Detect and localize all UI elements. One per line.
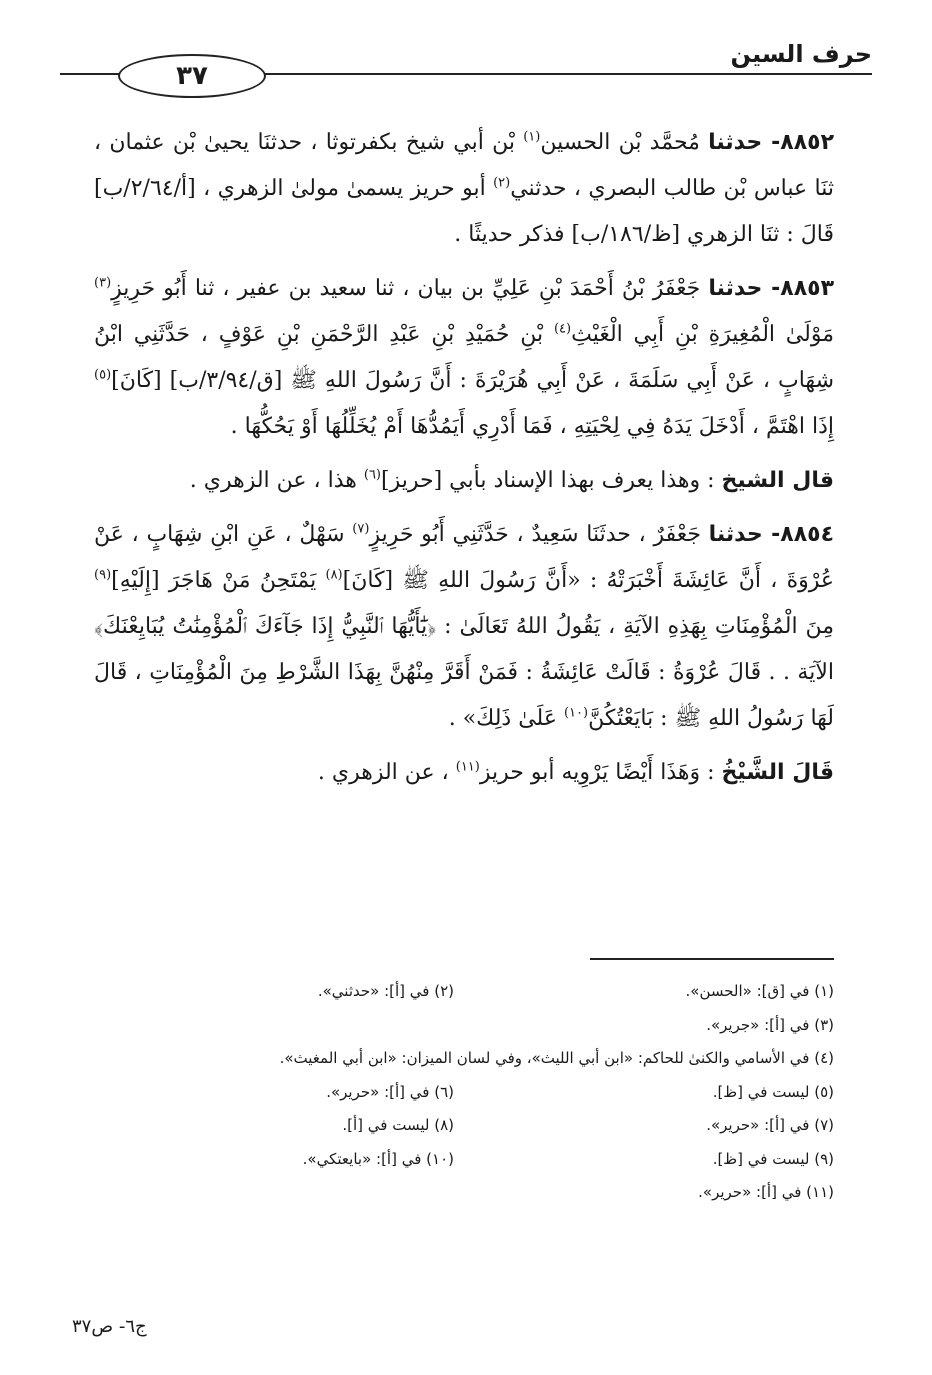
text-span: جَعْفَرٌ ، حدثَنَا سَعِيدٌ ، حَدَّثَنِي أَبُو حَرِيزٍ — [369, 522, 709, 547]
footnote-row — [74, 1176, 834, 1210]
footnote-marker: (٨) — [325, 567, 343, 583]
text-span: ، عن الزهري . — [317, 760, 456, 785]
footnote: (١) في [ق]: «الحسن». — [685, 982, 834, 1000]
text-span: مُحمَّد بْن الحسين — [540, 130, 709, 155]
text-span: إِذَا اهْتَمَّ ، أَدْخَلَ يَدَهُ فِي لِحْيَتِهِ ، فَمَا أَدْرِي أَيَمُدُّهَا أَمْ يُخَلِّلُهَا أَوْ يَحُكُّهَا . — [230, 414, 834, 439]
text-span: سَهْلٌ ، عَنِ ابْنِ شِهَابٍ ، عَنْ عُرْوَةَ ، أَنَّ عَائِشَةَ أَخْبَرَتْهُ : «أَنَّ رَسُولَ اللهِ ﷺ [كَانَ] — [94, 522, 835, 593]
paragraph — [94, 120, 834, 258]
text-span: مِنَ الْمُؤْمِنَاتِ بِهَذِهِ الآيَةِ ، يَقُولُ اللهُ تَعَالَىٰ : ﴿يَٰٓأَيُّهَا ٱلنَّبِيُّ إِذَا جَآءَكَ ٱلْمُؤْمِنَٰتُ يُبَايِعْنَكَ﴾ الآيَة . . قَالَ عُرْوَةُ : قَالَتْ عَائِشَةُ : فَمَنْ أَقَرَّ مِنْهُنَّ بِهَذَا الشَّرْطِ مِنَ الْمُؤْمِنَاتِ ، قَالَ لَهَا رَسُولُ اللهِ ﷺ : بَايَعْتُكُنَّ — [94, 614, 834, 731]
paragraph — [94, 512, 834, 742]
text-span: جَعْفَرُ بْنُ أَحْمَدَ بْنِ عَلِيِّ بن بيان ، ثنا سعيد بن عفير ، ثنا أَبُو حَرِيزٍ — [111, 276, 709, 301]
text-span: هذا ، عن الزهري . — [189, 468, 364, 493]
footnote: (٦) في [أ]: «حرير». — [326, 1082, 454, 1101]
paragraph — [94, 458, 834, 504]
page-number: ٣٧ — [118, 54, 266, 98]
text-span: بْن أبي شيخ بكفرتوثا ، حدثنَا يحيىٰ بْن عثمان ، ثنَا عباس بْن طالب البصري ، حدثني — [94, 130, 835, 201]
footnote-marker: (٦) — [363, 467, 381, 483]
footnote: (٧) في [أ]: «حرير». — [706, 1116, 834, 1134]
footnote-marker: (٧) — [352, 521, 370, 537]
footnote: (٩) ليست في [ظ]. — [712, 1149, 834, 1168]
footnotes — [74, 975, 834, 1210]
text-span: يَمْتَحِنُ مَنْ هَاجَرَ [إِلَيْهِ] — [111, 568, 326, 593]
footnote: (٤) في الأسامي والكنىٰ للحاكم: «ابن أبي الليث»، وفي لسان الميزان: «ابن أبي المغيث». — [279, 1049, 834, 1067]
footnote-row — [74, 1109, 834, 1143]
main-text — [94, 120, 834, 804]
footnote-row — [74, 1143, 834, 1177]
bold-text: ٨٨٥٣- — [762, 276, 834, 301]
footnote-marker: (١٠) — [563, 705, 589, 721]
text-span: أبو حريز يسمىٰ مولىٰ الزهري ، [أ/٢/٦٤/ب] قَالَ : ثنَا الزهري [ظ/١٨٦/ب] فذكر حديثًا . — [94, 176, 834, 247]
footnote-marker: (٣) — [94, 275, 112, 291]
footnote: (١٠) في [أ]: «بايعتكي». — [302, 1149, 454, 1168]
text-span: بْنِ حُمَيْدِ بْنِ عَبْدِ الرَّحْمَنِ بْنِ عَوْفٍ ، حَدَّثَنِي ابْنُ شِهَابٍ ، عَنْ أَبِي سَلَمَةَ ، عَنْ أَبِي هُرَيْرَةَ : أَنَّ رَسُولَ اللهِ ﷺ [ق/٣/٩٤/ب] [كَانَ] — [94, 322, 834, 393]
bold-text: ٨٨٥٤- — [762, 522, 834, 547]
paragraph — [94, 750, 834, 796]
text-span: : وَهَذَا أَيْضًا يَرْوِيه أبو حريز — [479, 760, 722, 785]
volume-page-reference: ج٦- ص٣٧ — [72, 1316, 147, 1337]
text-span: عَلَىٰ ذَلِكَ» . — [448, 706, 564, 731]
chapter-title: حرف السين — [730, 40, 872, 68]
footnote: (٥) ليست في [ظ]. — [712, 1082, 834, 1101]
footnote-marker: (٩) — [94, 567, 112, 583]
footnote-row — [74, 1076, 834, 1110]
footnote-row — [74, 1009, 834, 1043]
footnote-row — [74, 1042, 834, 1076]
text-span: : وهذا يعرف بهذا الإسناد بأبي [حريز] — [381, 468, 722, 493]
footnote-separator — [590, 958, 834, 960]
bold-text: قَالَ الشَّيْخُ — [721, 760, 834, 785]
footnote — [74, 1176, 454, 1210]
footnote — [74, 1009, 454, 1043]
footnote: (٢) في [أ]: «حدثني». — [317, 982, 454, 1000]
bold-text: حدثنا — [708, 276, 763, 301]
footnote: (١١) في [أ]: «حرير». — [698, 1183, 834, 1201]
footnote-row — [74, 975, 834, 1009]
footnote-marker: (٢) — [493, 175, 511, 191]
bold-text: حدثنا — [708, 130, 763, 155]
footnote-marker: (٥) — [94, 367, 112, 383]
footnote-marker: (١) — [523, 129, 541, 145]
footnote-marker: (١١) — [455, 759, 480, 775]
bold-text: ٨٨٥٢- — [762, 130, 834, 155]
paragraph — [94, 266, 834, 450]
footnote: (٣) في [أ]: «جرير». — [706, 1015, 834, 1034]
bold-text: قال الشيخ — [721, 468, 834, 493]
footnote-marker: (٤) — [553, 321, 572, 337]
footnote: (٨) ليست في [أ]. — [342, 1116, 454, 1134]
page-header — [60, 28, 872, 108]
text-span: مَوْلَىٰ الْمُغِيرَةِ بْنِ أَبِي الْغَيْثِ — [571, 322, 834, 347]
bold-text: حدثنا — [708, 522, 763, 547]
